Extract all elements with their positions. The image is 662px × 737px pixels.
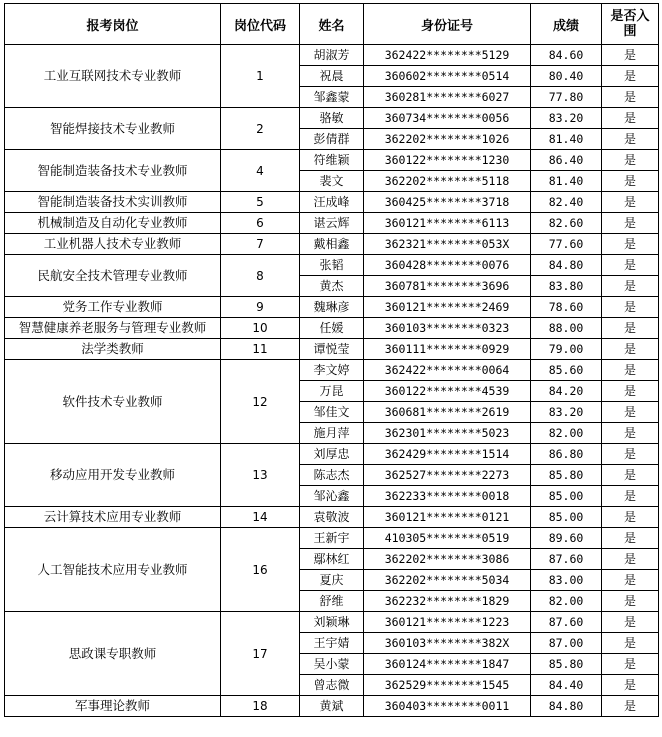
- score-cell: 78.60: [531, 297, 602, 318]
- header-admitted: 是否入围: [602, 4, 659, 45]
- post-cell: 移动应用开发专业教师: [5, 444, 221, 507]
- table-row: [5, 150, 659, 171]
- post-code-cell: 12: [221, 360, 300, 444]
- post-cell: 智能焊接技术专业教师: [5, 108, 221, 150]
- admitted-cell: 是: [602, 87, 659, 108]
- id-number-cell: 362202********3086: [364, 549, 531, 570]
- header-id: 身份证号: [364, 4, 531, 45]
- post-code-cell: 9: [221, 297, 300, 318]
- admitted-cell: 是: [602, 654, 659, 675]
- post-cell: 智慧健康养老服务与管理专业教师: [5, 318, 221, 339]
- header-code: 岗位代码: [221, 4, 300, 45]
- table-row: [5, 297, 659, 318]
- score-cell: 84.80: [531, 696, 602, 717]
- name-cell: 谌云辉: [300, 213, 364, 234]
- admitted-cell: 是: [602, 171, 659, 192]
- name-cell: 夏庆: [300, 570, 364, 591]
- post-code-cell: 17: [221, 612, 300, 696]
- post-code-cell: 1: [221, 45, 300, 108]
- post-cell: 人工智能技术应用专业教师: [5, 528, 221, 612]
- post-code-cell: 5: [221, 192, 300, 213]
- score-cell: 83.00: [531, 570, 602, 591]
- post-code-cell: 18: [221, 696, 300, 717]
- table-row: [5, 108, 659, 129]
- name-cell: 骆敏: [300, 108, 364, 129]
- score-cell: 82.00: [531, 423, 602, 444]
- id-number-cell: 360111********0929: [364, 339, 531, 360]
- id-number-cell: 362321********053X: [364, 234, 531, 255]
- results-table: [4, 3, 659, 717]
- score-cell: 83.80: [531, 276, 602, 297]
- score-cell: 83.20: [531, 402, 602, 423]
- score-cell: 79.00: [531, 339, 602, 360]
- admitted-cell: 是: [602, 45, 659, 66]
- table-row: [5, 213, 659, 234]
- id-number-cell: 360121********6113: [364, 213, 531, 234]
- name-cell: 谭悦莹: [300, 339, 364, 360]
- admitted-cell: 是: [602, 675, 659, 696]
- table-body: [5, 45, 659, 717]
- post-cell: 法学类教师: [5, 339, 221, 360]
- header-row: [5, 4, 659, 45]
- id-number-cell: 362422********0064: [364, 360, 531, 381]
- score-cell: 81.40: [531, 171, 602, 192]
- score-cell: 85.00: [531, 507, 602, 528]
- admitted-cell: 是: [602, 423, 659, 444]
- score-cell: 84.20: [531, 381, 602, 402]
- score-cell: 82.60: [531, 213, 602, 234]
- table-row: [5, 612, 659, 633]
- post-code-cell: 8: [221, 255, 300, 297]
- admitted-cell: 是: [602, 696, 659, 717]
- table-row: [5, 444, 659, 465]
- score-cell: 85.60: [531, 360, 602, 381]
- post-code-cell: 6: [221, 213, 300, 234]
- admitted-cell: 是: [602, 255, 659, 276]
- name-cell: 刘厚忠: [300, 444, 364, 465]
- admitted-cell: 是: [602, 339, 659, 360]
- name-cell: 王宇婧: [300, 633, 364, 654]
- admitted-cell: 是: [602, 465, 659, 486]
- name-cell: 黄杰: [300, 276, 364, 297]
- score-cell: 87.60: [531, 612, 602, 633]
- id-number-cell: 362202********5034: [364, 570, 531, 591]
- table-row: [5, 318, 659, 339]
- post-code-cell: 7: [221, 234, 300, 255]
- id-number-cell: 360425********3718: [364, 192, 531, 213]
- admitted-cell: 是: [602, 66, 659, 87]
- table-row: [5, 234, 659, 255]
- name-cell: 胡淑芳: [300, 45, 364, 66]
- id-number-cell: 360124********1847: [364, 654, 531, 675]
- id-number-cell: 360403********0011: [364, 696, 531, 717]
- name-cell: 施月萍: [300, 423, 364, 444]
- admitted-cell: 是: [602, 381, 659, 402]
- post-cell: 云计算技术应用专业教师: [5, 507, 221, 528]
- post-code-cell: 2: [221, 108, 300, 150]
- post-cell: 工业互联网技术专业教师: [5, 45, 221, 108]
- score-cell: 80.40: [531, 66, 602, 87]
- post-code-cell: 13: [221, 444, 300, 507]
- id-number-cell: 362527********2273: [364, 465, 531, 486]
- admitted-cell: 是: [602, 297, 659, 318]
- id-number-cell: 360281********6027: [364, 87, 531, 108]
- name-cell: 舒维: [300, 591, 364, 612]
- post-cell: 党务工作专业教师: [5, 297, 221, 318]
- name-cell: 祝晨: [300, 66, 364, 87]
- admitted-cell: 是: [602, 507, 659, 528]
- header-name: 姓名: [300, 4, 364, 45]
- name-cell: 吴小蒙: [300, 654, 364, 675]
- score-cell: 83.20: [531, 108, 602, 129]
- id-number-cell: 362233********0018: [364, 486, 531, 507]
- table-row: [5, 45, 659, 66]
- id-number-cell: 360428********0076: [364, 255, 531, 276]
- table-row: [5, 339, 659, 360]
- id-number-cell: 362202********5118: [364, 171, 531, 192]
- post-cell: 思政课专职教师: [5, 612, 221, 696]
- id-number-cell: 360122********1230: [364, 150, 531, 171]
- post-code-cell: 14: [221, 507, 300, 528]
- admitted-cell: 是: [602, 150, 659, 171]
- id-number-cell: 360681********2619: [364, 402, 531, 423]
- post-cell: 软件技术专业教师: [5, 360, 221, 444]
- id-number-cell: 360121********1223: [364, 612, 531, 633]
- name-cell: 袁敬波: [300, 507, 364, 528]
- admitted-cell: 是: [602, 570, 659, 591]
- admitted-cell: 是: [602, 129, 659, 150]
- name-cell: 张韬: [300, 255, 364, 276]
- score-cell: 84.60: [531, 45, 602, 66]
- post-code-cell: 10: [221, 318, 300, 339]
- admitted-cell: 是: [602, 108, 659, 129]
- table-row: [5, 255, 659, 276]
- score-cell: 84.80: [531, 255, 602, 276]
- score-cell: 82.40: [531, 192, 602, 213]
- name-cell: 邹佳文: [300, 402, 364, 423]
- table-row: [5, 360, 659, 381]
- post-cell: 民航安全技术管理专业教师: [5, 255, 221, 297]
- score-cell: 77.60: [531, 234, 602, 255]
- name-cell: 汪成峰: [300, 192, 364, 213]
- header-score: 成绩: [531, 4, 602, 45]
- post-cell: 智能制造装备技术实训教师: [5, 192, 221, 213]
- id-number-cell: 360781********3696: [364, 276, 531, 297]
- id-number-cell: 360121********0121: [364, 507, 531, 528]
- table-row: [5, 528, 659, 549]
- admitted-cell: 是: [602, 276, 659, 297]
- id-number-cell: 360121********2469: [364, 297, 531, 318]
- admitted-cell: 是: [602, 528, 659, 549]
- score-cell: 82.00: [531, 591, 602, 612]
- score-cell: 88.00: [531, 318, 602, 339]
- admitted-cell: 是: [602, 213, 659, 234]
- score-cell: 81.40: [531, 129, 602, 150]
- score-cell: 87.60: [531, 549, 602, 570]
- table-row: [5, 507, 659, 528]
- score-cell: 89.60: [531, 528, 602, 549]
- id-number-cell: 360734********0056: [364, 108, 531, 129]
- id-number-cell: 362202********1026: [364, 129, 531, 150]
- id-number-cell: 360103********0323: [364, 318, 531, 339]
- admitted-cell: 是: [602, 612, 659, 633]
- name-cell: 魏琳彦: [300, 297, 364, 318]
- admitted-cell: 是: [602, 360, 659, 381]
- id-number-cell: 362301********5023: [364, 423, 531, 444]
- name-cell: 邹沁鑫: [300, 486, 364, 507]
- score-cell: 85.00: [531, 486, 602, 507]
- name-cell: 彭倩群: [300, 129, 364, 150]
- post-code-cell: 11: [221, 339, 300, 360]
- name-cell: 王新宇: [300, 528, 364, 549]
- post-cell: 工业机器人技术专业教师: [5, 234, 221, 255]
- table-row: [5, 696, 659, 717]
- admitted-cell: 是: [602, 192, 659, 213]
- score-cell: 86.80: [531, 444, 602, 465]
- post-cell: 智能制造装备技术专业教师: [5, 150, 221, 192]
- admitted-cell: 是: [602, 549, 659, 570]
- post-code-cell: 4: [221, 150, 300, 192]
- admitted-cell: 是: [602, 444, 659, 465]
- name-cell: 任媛: [300, 318, 364, 339]
- id-number-cell: 360103********382X: [364, 633, 531, 654]
- name-cell: 裴文: [300, 171, 364, 192]
- admitted-cell: 是: [602, 591, 659, 612]
- score-cell: 85.80: [531, 654, 602, 675]
- score-cell: 84.40: [531, 675, 602, 696]
- name-cell: 刘颖琳: [300, 612, 364, 633]
- id-number-cell: 362422********5129: [364, 45, 531, 66]
- score-cell: 77.80: [531, 87, 602, 108]
- name-cell: 黄斌: [300, 696, 364, 717]
- id-number-cell: 362429********1514: [364, 444, 531, 465]
- name-cell: 邹鑫蒙: [300, 87, 364, 108]
- post-cell: 军事理论教师: [5, 696, 221, 717]
- table-row: [5, 192, 659, 213]
- name-cell: 鄢林红: [300, 549, 364, 570]
- admitted-cell: 是: [602, 402, 659, 423]
- name-cell: 陈志杰: [300, 465, 364, 486]
- admitted-cell: 是: [602, 234, 659, 255]
- admitted-cell: 是: [602, 486, 659, 507]
- name-cell: 戴相鑫: [300, 234, 364, 255]
- id-number-cell: 360602********0514: [364, 66, 531, 87]
- score-cell: 87.00: [531, 633, 602, 654]
- post-cell: 机械制造及自动化专业教师: [5, 213, 221, 234]
- id-number-cell: 410305********0519: [364, 528, 531, 549]
- name-cell: 万昆: [300, 381, 364, 402]
- name-cell: 曾志微: [300, 675, 364, 696]
- admitted-cell: 是: [602, 318, 659, 339]
- id-number-cell: 362529********1545: [364, 675, 531, 696]
- name-cell: 符维颖: [300, 150, 364, 171]
- name-cell: 李文婷: [300, 360, 364, 381]
- post-code-cell: 16: [221, 528, 300, 612]
- score-cell: 85.80: [531, 465, 602, 486]
- admitted-cell: 是: [602, 633, 659, 654]
- id-number-cell: 362232********1829: [364, 591, 531, 612]
- id-number-cell: 360122********4539: [364, 381, 531, 402]
- score-cell: 86.40: [531, 150, 602, 171]
- header-post: 报考岗位: [5, 4, 221, 45]
